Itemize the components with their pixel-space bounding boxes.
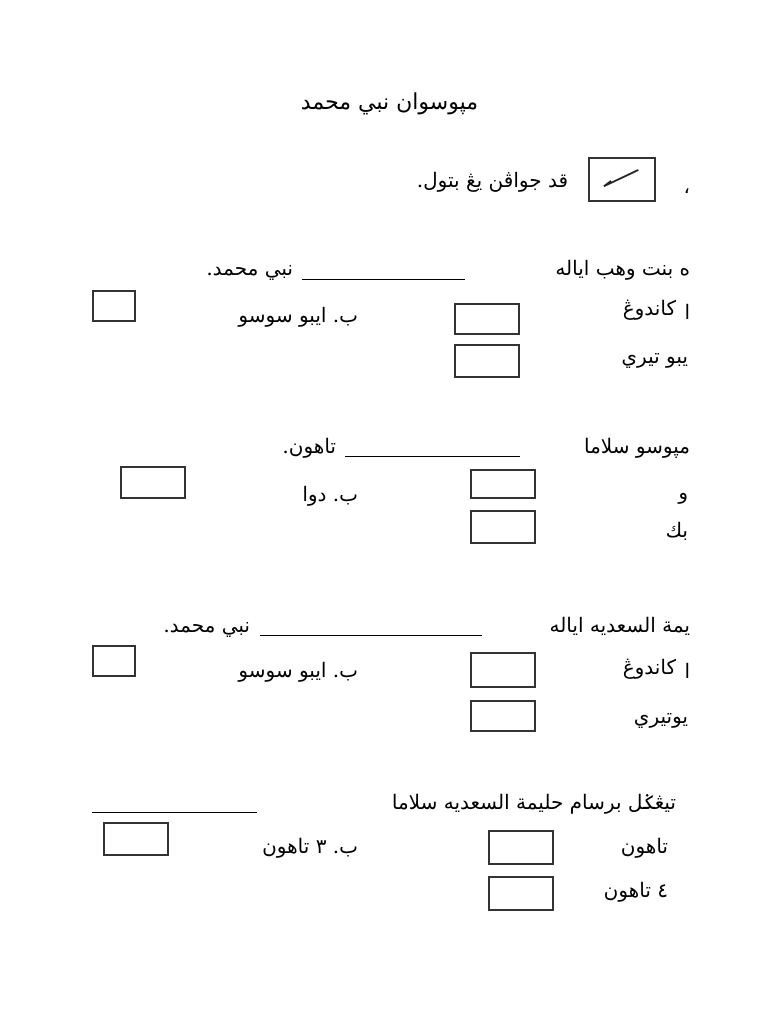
- q2-option-c-checkbox[interactable]: [470, 510, 536, 544]
- q3-option-b-checkbox[interactable]: [92, 645, 136, 677]
- instruction-text: قد جواڤن يڠ بتول.: [416, 168, 568, 192]
- q2-end: تاهون.: [282, 434, 336, 458]
- q1-option-a-checkbox[interactable]: [454, 303, 520, 335]
- q3-option-c-checkbox[interactable]: [470, 700, 536, 732]
- q1-option-c: يبو تيري: [621, 344, 688, 368]
- q1-option-a: كاندوڠ: [622, 296, 676, 320]
- q2-option-b-checkbox[interactable]: [120, 466, 186, 499]
- q2-option-a-checkbox[interactable]: [470, 469, 536, 499]
- q2-option-c: بك: [665, 518, 688, 542]
- q4-option-a-checkbox[interactable]: [488, 830, 554, 865]
- q1-end: نبي محمد.: [206, 256, 293, 280]
- q3-text: يمة السعديه اياله: [549, 613, 690, 637]
- q2-answer-blank[interactable]: [345, 456, 520, 457]
- q1-option-a-edge: ا: [684, 300, 690, 324]
- q4-text: تيڠݢل برسام حليمة السعديه سلاما: [391, 790, 676, 814]
- q3-option-a: كاندوڠ: [622, 655, 676, 679]
- q2-option-a: و: [678, 480, 688, 504]
- q3-end: نبي محمد.: [163, 613, 250, 637]
- q4-option-c-checkbox[interactable]: [488, 876, 554, 911]
- q2-option-b: ب. دوا: [302, 482, 358, 506]
- q1-text: ه بنت وهب اياله: [555, 256, 690, 280]
- q3-option-b: ب. ايبو سوسو: [238, 658, 358, 682]
- q1-answer-blank[interactable]: [302, 279, 465, 280]
- q2-text: مپوسو سلاما: [583, 434, 690, 458]
- q4-answer-blank[interactable]: [92, 812, 257, 813]
- page-title: مپوسوان نبي محمد: [300, 90, 478, 115]
- q4-option-b-checkbox[interactable]: [103, 822, 169, 856]
- q3-answer-blank[interactable]: [260, 635, 482, 636]
- q3-option-a-checkbox[interactable]: [470, 652, 536, 688]
- q1-option-c-checkbox[interactable]: [454, 344, 520, 378]
- q4-option-a: تاهون: [620, 834, 668, 858]
- sample-check-box: [588, 157, 656, 202]
- q4-option-b: ب. ٣ تاهون: [262, 834, 358, 858]
- q4-option-c: ٤ تاهون: [603, 878, 668, 902]
- q3-option-c: يوتيري: [633, 704, 688, 728]
- instruction-edge: ،: [683, 174, 690, 198]
- q1-option-b-checkbox[interactable]: [92, 290, 136, 322]
- check-mark-icon: [590, 159, 654, 200]
- q3-option-a-edge: ا: [684, 659, 690, 683]
- q1-option-b: ب. ايبو سوسو: [238, 303, 358, 327]
